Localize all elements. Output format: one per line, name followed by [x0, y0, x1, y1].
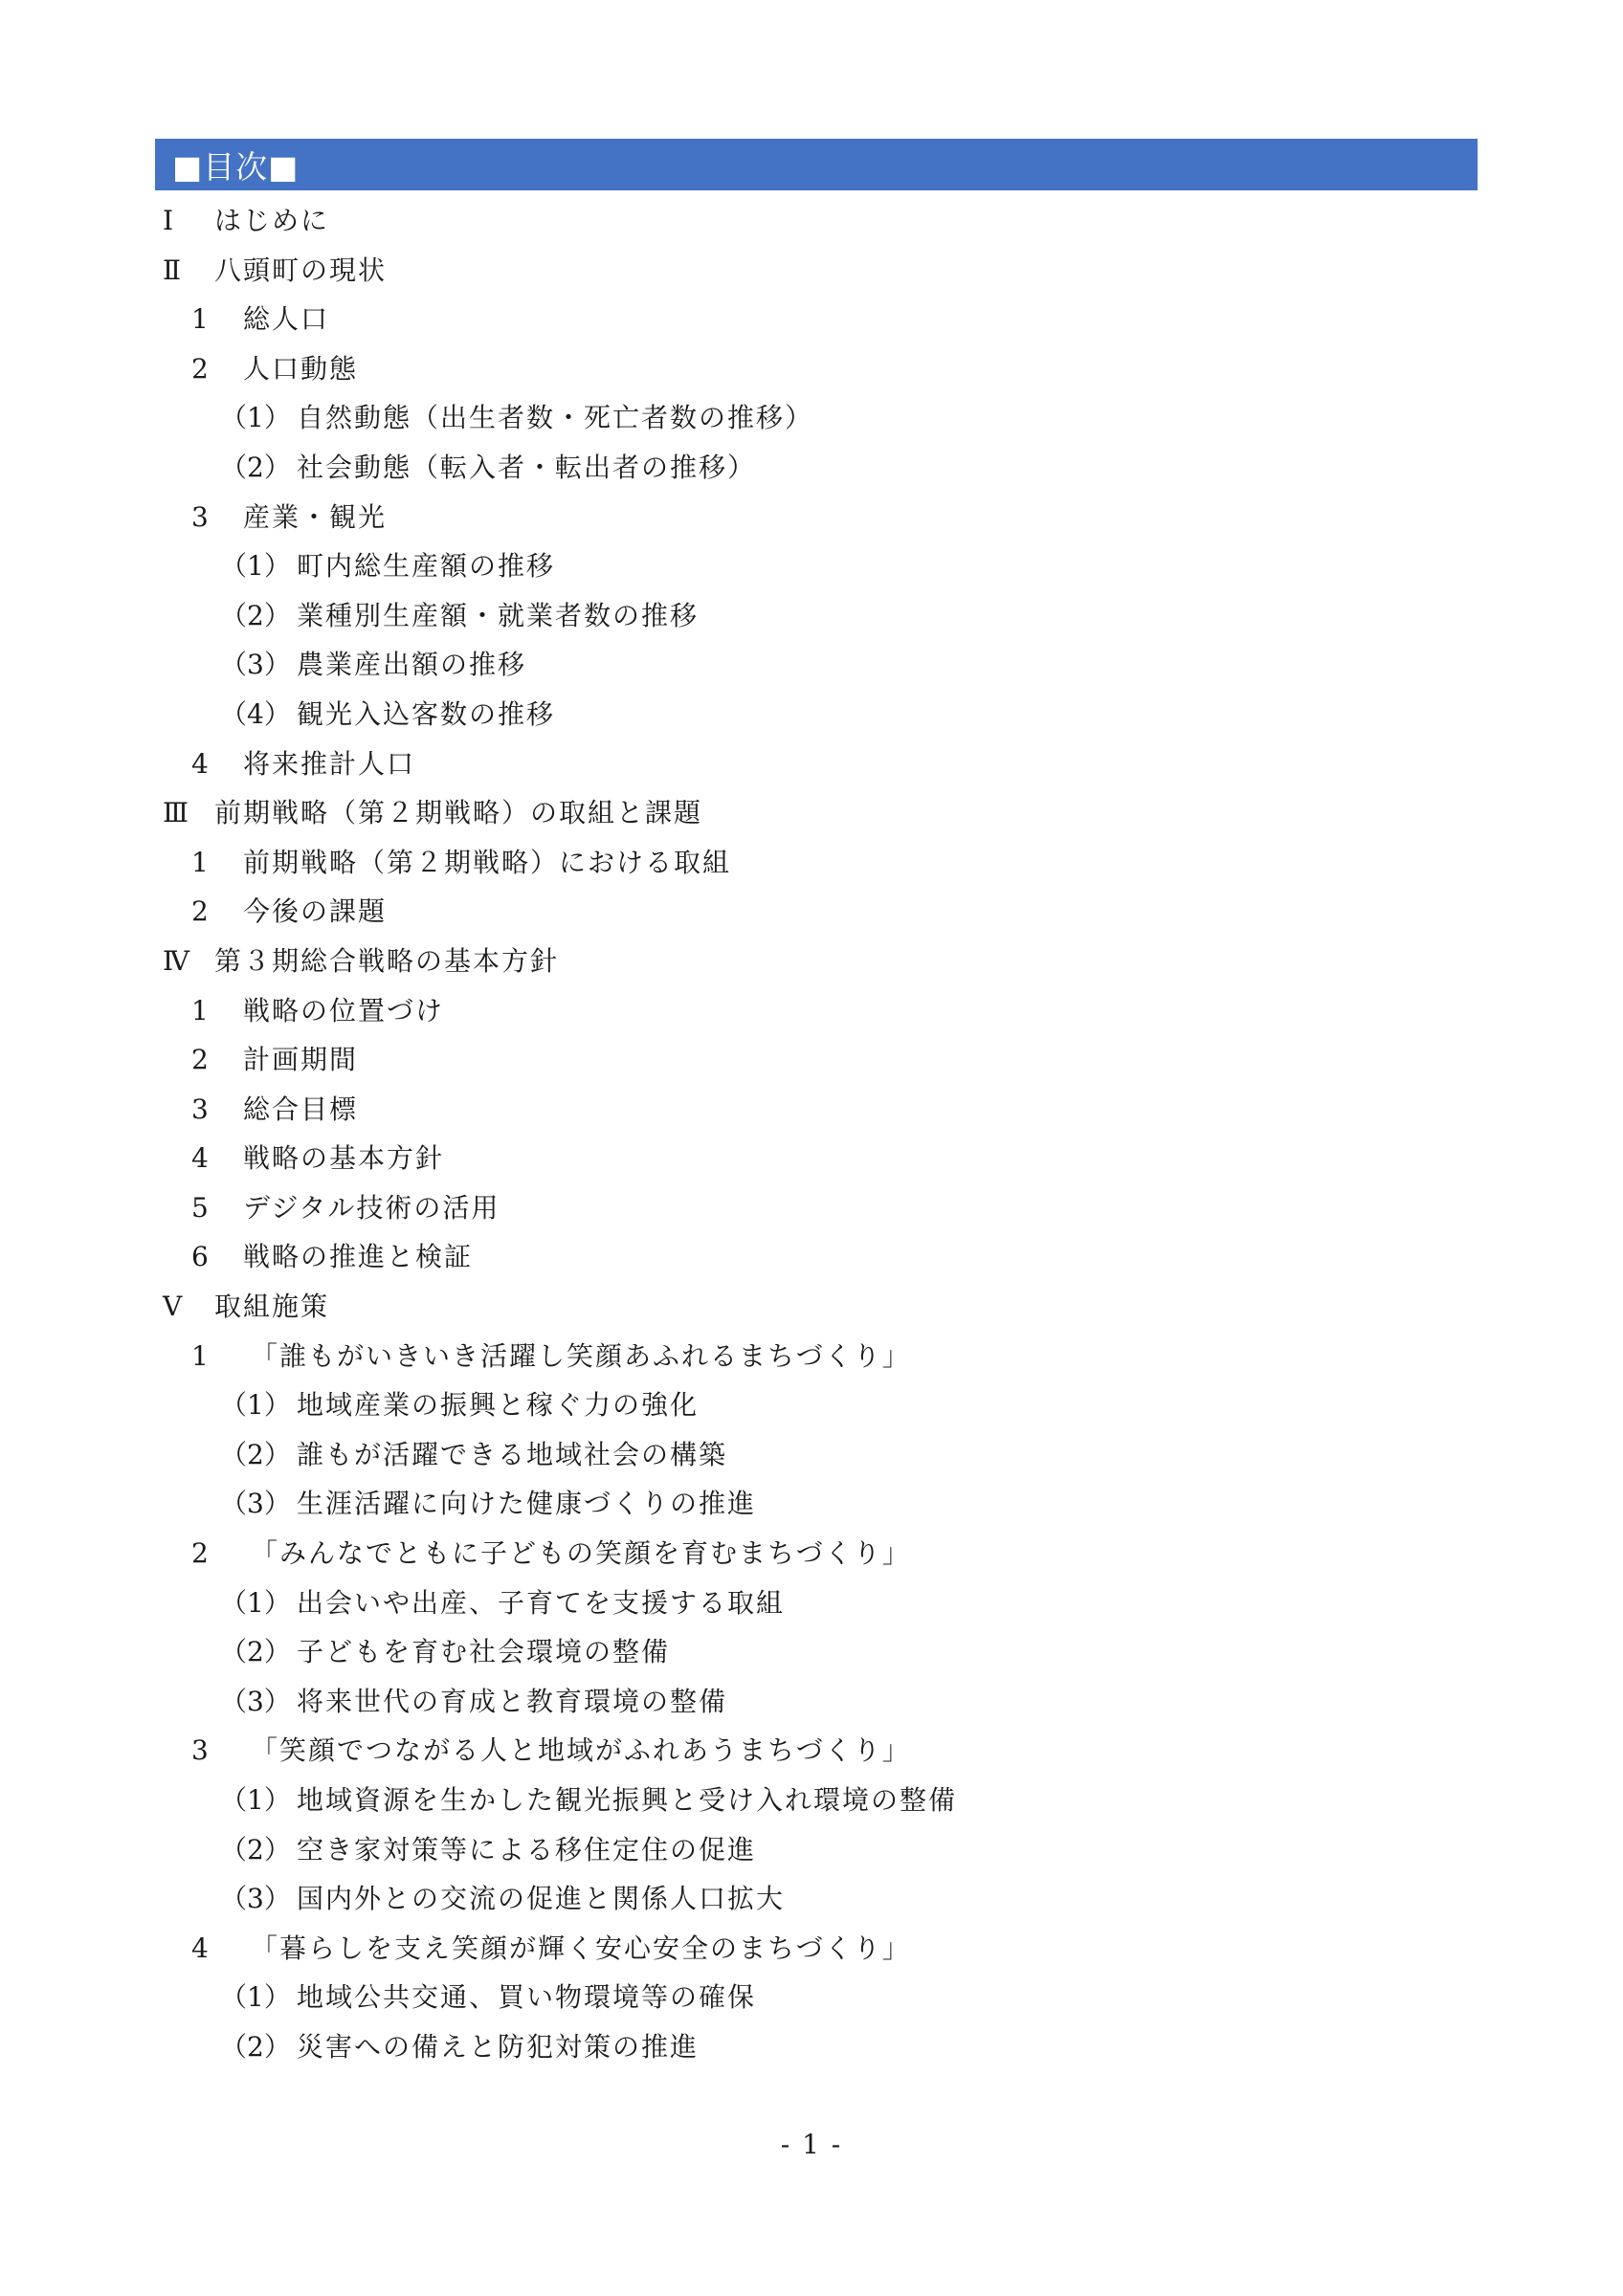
toc-entry-title: 総合目標 — [243, 1093, 359, 1125]
toc-entry-title: 第３期総合戦略の基本方針 — [214, 944, 560, 977]
toc-entry-title: 農業産出額の推移 — [297, 649, 527, 681]
toc-entry-title: 前期戦略（第２期戦略）における取組 — [243, 846, 732, 878]
toc-entry-title: 将来世代の育成と教育環境の整備 — [297, 1685, 728, 1717]
toc-entry-number: 3 — [191, 1093, 209, 1125]
toc-entry-title: 「誰もがいきいき活躍し笑顔あふれるまちづくり」 — [251, 1339, 911, 1372]
toc-entry-number: 4 — [191, 1142, 209, 1175]
toc-entry-number: 3 — [191, 1734, 209, 1767]
toc-entry-number: Ⅳ — [163, 944, 189, 977]
toc-entry[interactable] — [155, 1134, 1478, 1183]
toc-entry-number: 4 — [191, 1932, 209, 1964]
table-of-contents — [155, 196, 1478, 2072]
toc-entry[interactable] — [155, 740, 1478, 789]
toc-entry[interactable] — [155, 1973, 1478, 2022]
toc-entry[interactable] — [155, 1035, 1478, 1085]
toc-entry-title: 取組施策 — [214, 1291, 330, 1323]
toc-entry[interactable] — [155, 443, 1478, 493]
toc-entry-number: 2 — [191, 1537, 209, 1570]
toc-entry-number: 6 — [191, 1241, 209, 1273]
toc-entry-number: Ⅰ — [163, 205, 174, 236]
toc-entry-number: （1） — [220, 1784, 291, 1816]
toc-entry-title: 前期戦略（第２期戦略）の取組と課題 — [214, 797, 703, 829]
toc-entry[interactable] — [155, 838, 1478, 888]
toc-entry-title: 人口動態 — [243, 352, 359, 385]
toc-entry[interactable] — [155, 1183, 1478, 1233]
toc-entry[interactable] — [155, 1776, 1478, 1825]
toc-entry[interactable] — [155, 591, 1478, 641]
toc-entry-title: 今後の課題 — [243, 895, 388, 928]
toc-entry-title: 「暮らしを支え笑顔が輝く安心安全のまちづくり」 — [251, 1932, 911, 1964]
toc-entry[interactable] — [155, 986, 1478, 1036]
toc-entry[interactable] — [155, 1825, 1478, 1875]
toc-entry-number: 2 — [191, 895, 209, 928]
toc-entry[interactable] — [155, 788, 1478, 838]
toc-entry-title: 子どもを育む社会環境の整備 — [297, 1636, 671, 1668]
toc-entry-number: Ⅲ — [163, 797, 189, 829]
toc-entry[interactable] — [155, 937, 1478, 986]
toc-entry-number: 1 — [191, 994, 209, 1027]
toc-entry[interactable] — [155, 1529, 1478, 1578]
toc-entry[interactable] — [155, 1380, 1478, 1430]
toc-entry[interactable] — [155, 887, 1478, 937]
toc-entry[interactable] — [155, 493, 1478, 542]
toc-entry-number: （3） — [220, 1883, 291, 1915]
toc-entry-number: （1） — [220, 1586, 291, 1619]
toc-entry-number: 4 — [191, 747, 209, 780]
toc-entry-number: Ⅱ — [163, 254, 182, 286]
toc-entry[interactable] — [155, 1627, 1478, 1677]
toc-entry-title: はじめに — [214, 205, 330, 236]
toc-entry-title: 戦略の位置づけ — [243, 994, 445, 1027]
toc-entry-title: 将来推計人口 — [243, 747, 416, 780]
toc-entry-title: 社会動態（転入者・転出者の推移） — [297, 451, 757, 483]
toc-entry-title: 災害への備えと防犯対策の推進 — [297, 2030, 700, 2063]
toc-entry-number: 3 — [191, 500, 209, 533]
toc-entry-number: （3） — [220, 1685, 291, 1717]
toc-entry-number: （2） — [220, 599, 291, 631]
toc-entry-number: （1） — [220, 402, 291, 434]
toc-title: ■目次■ — [172, 147, 300, 186]
toc-entry-title: 地域公共交通、買い物環境等の確保 — [297, 1981, 757, 2014]
toc-entry[interactable] — [155, 1677, 1478, 1727]
page-number: - 1 - — [780, 2129, 843, 2160]
toc-entry-number: 1 — [191, 846, 209, 878]
toc-entry-number: 2 — [191, 352, 209, 385]
toc-entry[interactable] — [155, 393, 1478, 443]
toc-entry-title: 八頭町の現状 — [214, 254, 388, 286]
toc-entry-number: （2） — [220, 451, 291, 483]
toc-entry-title: 業種別生産額・就業者数の推移 — [297, 599, 700, 631]
toc-entry[interactable] — [155, 246, 1478, 296]
toc-entry-number: 2 — [191, 1044, 209, 1076]
toc-entry-title: 総人口 — [243, 303, 330, 336]
toc-entry-number: Ⅴ — [163, 1291, 183, 1323]
toc-entry[interactable] — [155, 1282, 1478, 1332]
toc-entry-title: 観光入込客数の推移 — [297, 697, 556, 730]
toc-entry-title: 「みんなでともに子どもの笑顔を育むまちづくり」 — [251, 1537, 911, 1570]
toc-entry-title: 生涯活躍に向けた健康づくりの推進 — [297, 1488, 757, 1520]
toc-entry[interactable] — [155, 1085, 1478, 1135]
toc-entry-number: （2） — [220, 2030, 291, 2063]
toc-entry-title: 産業・観光 — [243, 500, 388, 533]
toc-entry[interactable] — [155, 1578, 1478, 1628]
toc-entry-number: （1） — [220, 550, 291, 583]
toc-entry-number: （3） — [220, 1488, 291, 1520]
toc-entry-number: （2） — [220, 1636, 291, 1668]
toc-entry-number: （4） — [220, 697, 291, 730]
toc-entry[interactable] — [155, 2022, 1478, 2072]
toc-entry-number: （2） — [220, 1833, 291, 1866]
toc-entry[interactable] — [155, 344, 1478, 394]
toc-entry-number: 5 — [191, 1191, 209, 1224]
toc-entry[interactable] — [155, 1430, 1478, 1480]
toc-entry-number: 1 — [191, 303, 209, 336]
toc-entry[interactable] — [155, 1479, 1478, 1529]
toc-entry-title: 自然動態（出生者数・死亡者数の推移） — [297, 402, 814, 434]
toc-entry[interactable] — [155, 541, 1478, 591]
toc-entry-title: 空き家対策等による移住定住の促進 — [297, 1833, 757, 1866]
toc-entry-title: 国内外との交流の促進と関係人口拡大 — [297, 1883, 786, 1915]
toc-entry-title: 出会いや出産、子育てを支援する取組 — [297, 1586, 786, 1619]
toc-entry-number: （1） — [220, 1981, 291, 2014]
toc-entry[interactable] — [155, 1232, 1478, 1282]
toc-entry-title: 戦略の推進と検証 — [243, 1241, 474, 1273]
toc-entry-number: （1） — [220, 1389, 291, 1422]
toc-entry-title: 誰もが活躍できる地域社会の構築 — [297, 1438, 728, 1470]
toc-header-bar — [155, 139, 1478, 190]
toc-entry[interactable] — [155, 690, 1478, 740]
toc-entry[interactable] — [155, 1726, 1478, 1776]
toc-entry-title: デジタル技術の活用 — [243, 1191, 500, 1224]
toc-entry-number: 1 — [191, 1339, 209, 1372]
toc-entry-number: （3） — [220, 649, 291, 681]
toc-entry[interactable] — [155, 1874, 1478, 1924]
toc-entry-title: 地域資源を生かした観光振興と受け入れ環境の整備 — [297, 1784, 958, 1816]
toc-entry[interactable] — [155, 196, 1478, 246]
toc-entry[interactable] — [155, 1924, 1478, 1974]
toc-entry-title: 町内総生産額の推移 — [297, 550, 556, 583]
toc-entry-title: 地域産業の振興と稼ぐ力の強化 — [297, 1389, 700, 1422]
toc-entry-title: 「笑顔でつながる人と地域がふれあうまちづくり」 — [251, 1734, 911, 1767]
toc-entry[interactable] — [155, 640, 1478, 690]
toc-entry-title: 戦略の基本方針 — [243, 1142, 445, 1175]
toc-entry-title: 計画期間 — [243, 1044, 359, 1076]
toc-entry-number: （2） — [220, 1438, 291, 1470]
toc-entry[interactable] — [155, 295, 1478, 344]
toc-entry[interactable] — [155, 1332, 1478, 1381]
